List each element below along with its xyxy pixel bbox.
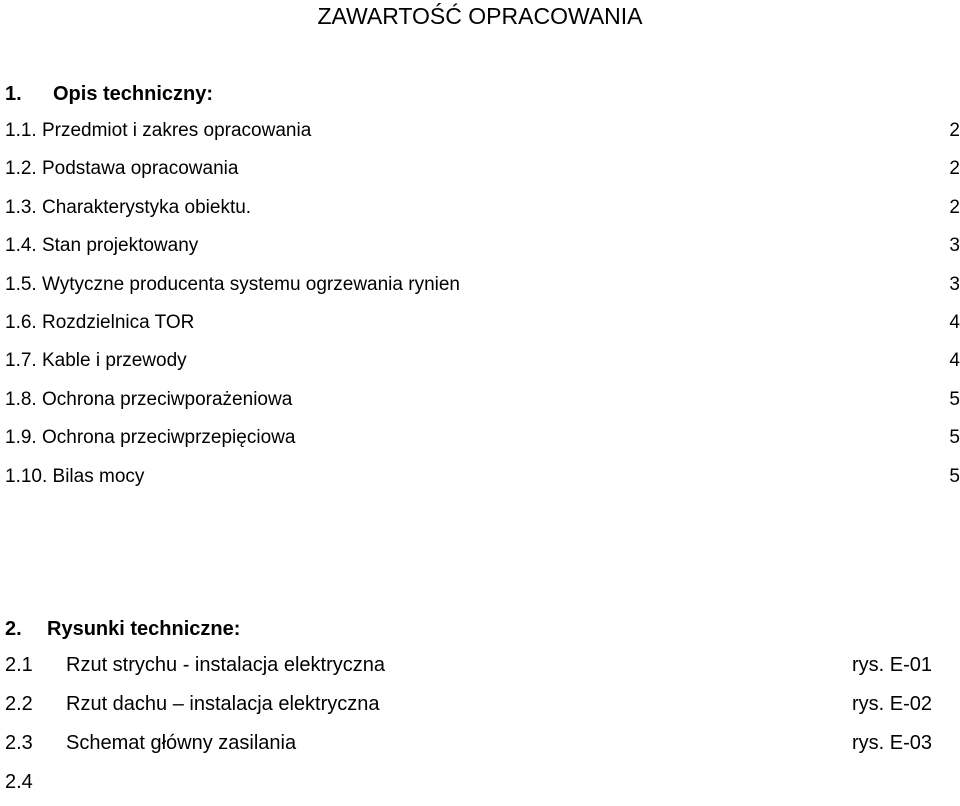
section-2-number: 2.	[5, 618, 22, 640]
drawing-item	[0, 650, 960, 689]
toc-item-label: 1.4. Stan projektowany	[5, 235, 199, 257]
toc-item-page: 3	[949, 273, 960, 295]
document-title: ZAWARTOŚĆ OPRACOWANIA	[317, 3, 643, 29]
drawing-ref: rys. E-01	[852, 654, 933, 676]
toc-item-label: 1.1. Przedmiot i zakres opracowania	[5, 120, 312, 141]
toc-item-page: 2	[949, 196, 960, 218]
toc-item	[0, 270, 960, 308]
toc-item-page: 4	[949, 350, 960, 372]
drawing-number: 2.1	[5, 654, 33, 676]
toc-item	[0, 423, 960, 461]
toc-item-label: 1.10. Bilas mocy	[5, 465, 145, 487]
toc-item	[0, 308, 960, 346]
toc-item	[0, 462, 960, 500]
section-1-title: Opis techniczny:	[53, 83, 214, 105]
toc-item-label: 1.3. Charakterystyka obiektu.	[5, 196, 252, 218]
toc-item-page: 5	[949, 388, 960, 410]
drawing-item	[0, 728, 960, 767]
drawing-name: Rzut dachu – instalacja elektryczna	[66, 693, 380, 715]
toc-item-page: 5	[949, 465, 960, 487]
toc-item-label: 1.8. Ochrona przeciwporażeniowa	[5, 388, 293, 410]
section-2-title: Rysunki techniczne:	[47, 618, 241, 640]
toc-list	[0, 116, 960, 500]
toc-item-label: 1.6. Rozdzielnica TOR	[5, 311, 195, 333]
toc-item-page: 3	[949, 235, 960, 257]
toc-item-label: 1.2. Podstawa opracowania	[5, 158, 239, 180]
drawing-ref: rys. E-03	[852, 732, 933, 754]
toc-item	[0, 154, 960, 192]
toc-item-page: 4	[949, 311, 960, 333]
drawing-number: 2.3	[5, 732, 33, 754]
section-1-number: 1.	[5, 83, 22, 105]
toc-item	[0, 116, 960, 154]
toc-item-page: 2	[949, 120, 960, 141]
drawing-item	[0, 689, 960, 728]
toc-item-page: 5	[949, 427, 960, 449]
drawing-name: Rzut strychu - instalacja elektryczna	[66, 654, 386, 676]
drawing-item	[0, 767, 960, 806]
drawings-list	[0, 650, 960, 806]
toc-item-label: 1.9. Ochrona przeciwprzepięciowa	[5, 427, 296, 449]
toc-item	[0, 346, 960, 384]
drawing-ref: rys. E-02	[852, 693, 933, 715]
toc-item-label: 1.5. Wytyczne producenta systemu ogrzewania rynien	[5, 273, 460, 295]
toc-item-page: 2	[949, 158, 960, 180]
section-2-heading	[5, 617, 240, 641]
drawing-number: 2.4	[5, 771, 33, 793]
section-1-heading	[5, 82, 213, 106]
toc-item	[0, 193, 960, 231]
drawing-name: Schemat główny zasilania	[66, 732, 297, 754]
toc-item-label: 1.7. Kable i przewody	[5, 350, 187, 372]
drawing-number: 2.2	[5, 693, 33, 715]
toc-item	[0, 231, 960, 269]
toc-item	[0, 385, 960, 423]
